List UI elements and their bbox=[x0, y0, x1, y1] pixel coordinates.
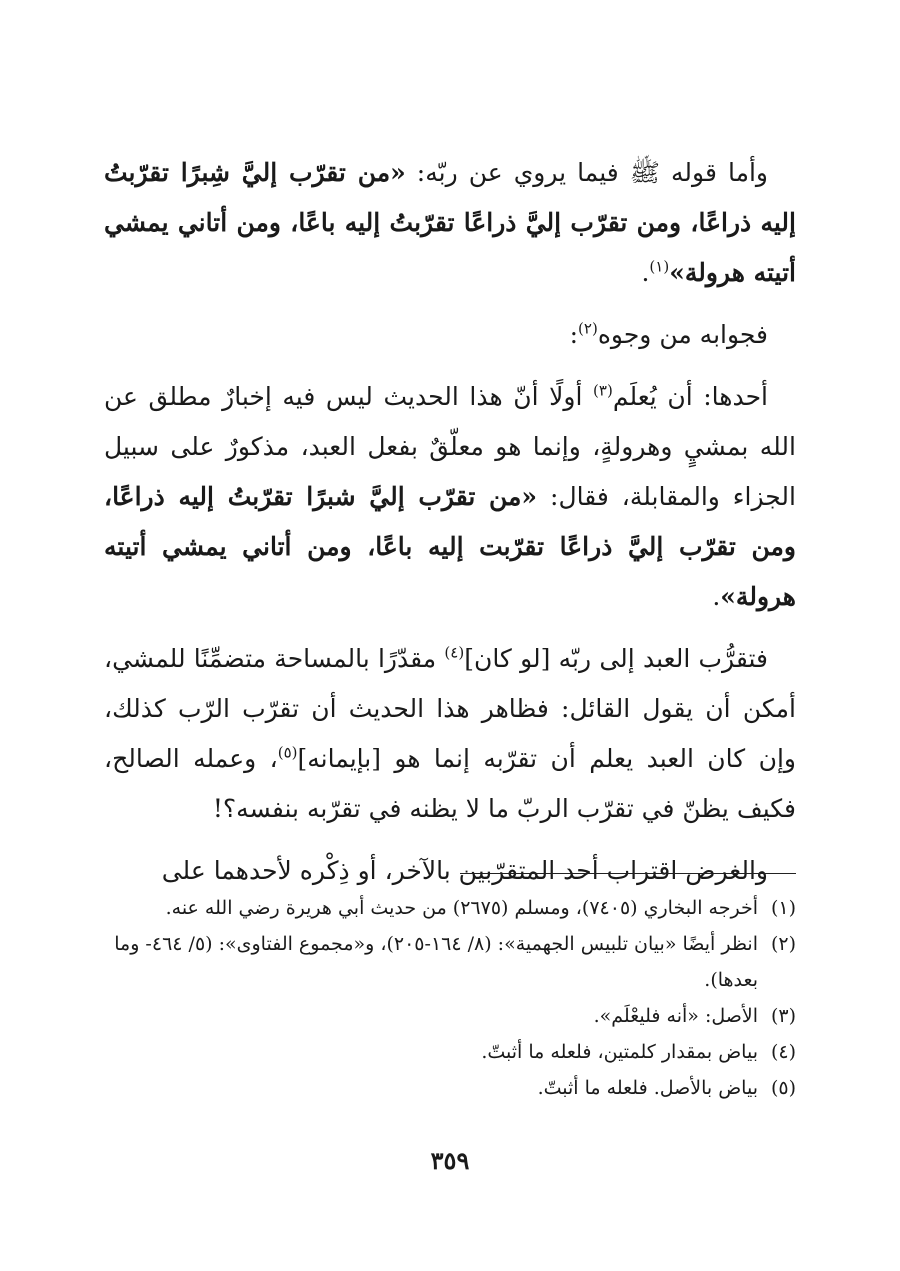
footnote-ref: (٢) bbox=[578, 319, 598, 338]
footnote-ref: (٣) bbox=[593, 381, 613, 400]
hadith-text: «من تقرّب إليَّ شِبرًا تقرّبتُ إليه ذراعًا، ومن تقرّب إليَّ ذراعًا تقرّبتُ إليه باعًا، ومن أتاني يمشي أتيته هرولة» bbox=[104, 158, 796, 287]
text-run: . bbox=[712, 582, 721, 611]
main-text bbox=[104, 148, 796, 908]
paragraph-answer-intro bbox=[104, 310, 796, 360]
page-number: ٣٥٩ bbox=[430, 1146, 470, 1175]
footnote-item bbox=[104, 1034, 796, 1070]
text-run: : bbox=[569, 320, 579, 349]
paragraph-approach bbox=[104, 634, 796, 834]
footnote-number: (٤) bbox=[770, 1041, 796, 1063]
footnote-text: بياض بالأصل. فلعله ما أثبتّ. bbox=[537, 1077, 758, 1099]
paragraph-purpose bbox=[104, 846, 796, 896]
text-run: ، وعمله الصالح، فكيف يظنّ في تقرّب الربّ ما لا يظنه في تقرّبه بنفسه؟! bbox=[104, 744, 796, 823]
footnote-ref: (٥) bbox=[277, 743, 298, 762]
footnote-number: (٣) bbox=[770, 1005, 796, 1027]
footnote-text: بياض بمقدار كلمتين، فلعله ما أثبتّ. bbox=[481, 1041, 758, 1063]
footnote-separator bbox=[460, 873, 796, 874]
text-run: أحدها: أن يُعلَم bbox=[612, 382, 768, 411]
text-run: أولًا أنّ هذا الحديث ليس فيه إخبارٌ مطلق عن الله بمشيٍ وهرولةٍ، وإنما هو معلّقٌ بفعل العبد، مذكورٌ على سبيل الجزاء والمقابلة، فقال: bbox=[104, 382, 796, 511]
paragraph-hadith-quote bbox=[104, 148, 796, 298]
footnote-ref: (٤) bbox=[444, 643, 465, 662]
text-run: مقدّرًا بالمساحة متضمِّنًا للمشي، أمكن أن يقول القائل: فظاهر هذا الحديث أن تقرّب الرّب كذلك، وإن كان العبد يعلم أن تقرّبه إنما هو [بإيمانه] bbox=[104, 644, 796, 773]
footnote-text: الأصل: «أنه فليعْلَم». bbox=[593, 1005, 758, 1027]
footnote-item bbox=[104, 1070, 796, 1106]
text-run: فتقرُّب العبد إلى ربّه [لو كان] bbox=[464, 644, 768, 673]
hadith-text: «من تقرّب إليَّ شبرًا تقرّبتُ إليه ذراعًا، ومن تقرّب إليَّ ذراعًا تقرّبت إليه باعًا، ومن أتاني يمشي أتيته هرولة» bbox=[104, 482, 796, 611]
footnote-item bbox=[104, 890, 796, 926]
text-run: . bbox=[641, 258, 650, 287]
footnote-text: انظر أيضًا «بيان تلبيس الجهمية»: (٨/ ١٦٤-٢٠٥)، و«مجموع الفتاوى»: (٥/ ٤٦٤- وما بعدها). bbox=[114, 933, 758, 991]
footnote-item bbox=[104, 998, 796, 1034]
text-run: وأما قوله ﷺ فيما يروي عن ربّه: bbox=[405, 158, 768, 187]
paragraph-first-aspect bbox=[104, 372, 796, 622]
footnote-number: (٥) bbox=[770, 1077, 796, 1099]
text-run: فجوابه من وجوه bbox=[597, 320, 768, 349]
footnote-ref: (١) bbox=[649, 257, 670, 276]
text-run: والغرض اقتراب أحد المتقرّبين بالآخر، أو ذِكْره لأحدهما على bbox=[161, 856, 768, 885]
footnotes bbox=[104, 890, 796, 1106]
footnote-item bbox=[104, 926, 796, 998]
footnote-number: (١) bbox=[770, 897, 796, 919]
footnote-number: (٢) bbox=[770, 933, 796, 955]
footnote-text: أخرجه البخاري (٧٤٠٥)، ومسلم (٢٦٧٥) من حديث أبي هريرة رضي الله عنه. bbox=[165, 897, 758, 919]
